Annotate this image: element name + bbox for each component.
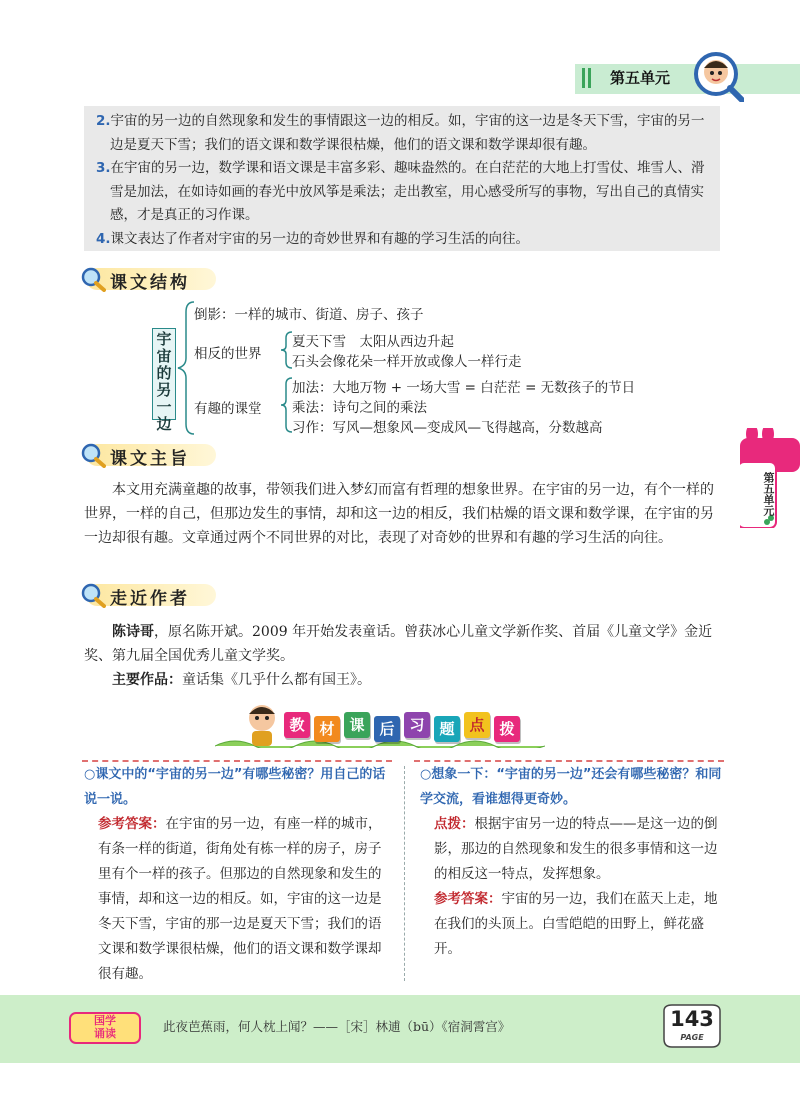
page-number: 143 — [670, 1007, 714, 1031]
page-number-box — [660, 1003, 724, 1049]
section-heading-author: 走近作者 — [80, 582, 230, 608]
qa-left-question: ○课文中的“宇宙的另一边”有哪些秘密？用自己的话说一说。 — [84, 767, 386, 807]
qa-right-answer: 参考答案：宇宙的另一边，我们在蓝天上走，地在我们的头顶上。白雪皑皑的田野上，鲜花盛开。 — [434, 891, 718, 957]
structure-branch3-label: 有趣的课堂 — [194, 401, 262, 417]
magnifier-icon — [80, 442, 106, 468]
banner-char: 后 — [374, 716, 400, 742]
banner-char: 课 — [344, 712, 370, 738]
theme-paragraph: 本文用充满童趣的故事，带领我们进入梦幻而富有哲理的想象世界。在宇宙的另一边，有个一样的世界，一样的自己，但那边发生的事情，却和这一边的相反，我们枯燥的语文课和数学课，在宇宙的另一边却很有趣。文章通过两个不同世界的对比，表现了对奇妙的世界和有趣的学习生活的向往。 — [84, 482, 714, 546]
page-word: PAGE — [680, 1033, 704, 1042]
summary-item: 4.课文表达了作者对宇宙的另一边的奇妙世界和有趣的学习生活的向往。 — [96, 230, 530, 247]
banner-char: 点 — [464, 712, 490, 738]
mascot-magnifier-icon — [692, 50, 744, 102]
footer-quote: 此夜芭蕉雨，何人枕上闻？——［宋］林逋（bū）《宿洞霄宫》 — [163, 1019, 511, 1034]
qa-left-answer: 参考答案：在宇宙的另一边，有座一样的城市，有条一样的街道，街角处有栋一样的房子，房子里有个一样的孩子。但那边的自然现象和发生的事情，却和这一边的相反。如，宇宙的这一边是冬天下雪，宇宙的那一边是夏天下雪；我们的语文课和数学课很枯燥，他们的语文课和数学课却很有趣。 — [98, 816, 382, 982]
banner-char: 题 — [434, 716, 460, 742]
banner-char: 拨 — [494, 716, 520, 742]
banner-char: 教 — [284, 712, 310, 738]
structure-branch3-item: 乘法：诗句之间的乘法 — [292, 400, 427, 416]
banner-char: 习 — [404, 712, 430, 738]
magnifier-icon — [80, 266, 106, 292]
author-bio: 陈诗哥，原名陈开斌。2009 年开始发表童话。曾获冰心儿童文学新作奖、首届《儿童文学》金近奖、第九届全国优秀儿童文学奖。 — [84, 624, 713, 664]
structure-branch1: 倒影：一样的城市、街道、房子、孩子 — [194, 307, 424, 323]
qa-right-hint: 点拨：根据宇宙另一边的特点——是这一边的倒影，那边的自然现象和发生的很多事情和这一边的相反这一特点，发挥想象。 — [434, 816, 718, 882]
boy-mascot-icon — [242, 702, 282, 748]
recitation-badge: 国学 诵读 — [66, 1010, 144, 1046]
qa-divider — [404, 766, 405, 981]
summary-item: 3.在宇宙的另一边，数学课和语文课是丰富多彩、趣味盎然的。在白茫茫的大地上打雪仗、堆雪人、滑雪是加法，在如诗如画的春光中放风筝是乘法；走出教室，用心感受所写的事物，写出自己的真情实感，才是真正的习作课。 — [96, 160, 705, 223]
unit-title: 第五单元 — [610, 69, 671, 87]
section-heading-structure: 课文结构 — [80, 266, 230, 292]
banner-char: 材 — [314, 716, 340, 742]
structure-root: 宇宙的另一边 — [152, 328, 176, 420]
summary-box — [84, 106, 720, 251]
summary-item: 2.宇宙的另一边的自然现象和发生的事情跟这一边的相反。如，宇宙的这一边是冬天下雪，宇宙的另一边是夏天下雪；我们的语文课和数学课很枯燥，他们的语文课和数学课却很有趣。 — [96, 113, 705, 153]
structure-branch2-item: 夏天下雪 太阳从西边升起 — [292, 334, 454, 350]
side-tab-label: 第五单元 — [762, 472, 775, 516]
qa-right-question: ○想象一下：“宇宙的另一边”还会有哪些秘密？和同学交流，看谁想得更奇妙。 — [420, 767, 722, 807]
magnifier-icon — [80, 582, 106, 608]
qa-left — [84, 762, 392, 987]
structure-branch3-item: 加法：大地万物 + 一场大雪 = 白茫茫 = 无数孩子的节日 — [292, 380, 636, 396]
qa-right — [420, 762, 724, 962]
unit-side-tab — [740, 428, 800, 528]
structure-branch2-item: 石头会像花朵一样开放或像人一样行走 — [292, 354, 522, 370]
author-works: 主要作品：童话集《几乎什么都有国王》。 — [112, 672, 371, 688]
structure-branch3-item: 习作：写风—想象风—变成风—飞得越高，分数越高 — [292, 420, 603, 436]
unit-header-band — [575, 64, 800, 94]
unit-header-bars — [582, 68, 594, 88]
section-heading-theme: 课文主旨 — [80, 442, 230, 468]
structure-branch2-label: 相反的世界 — [194, 346, 262, 362]
